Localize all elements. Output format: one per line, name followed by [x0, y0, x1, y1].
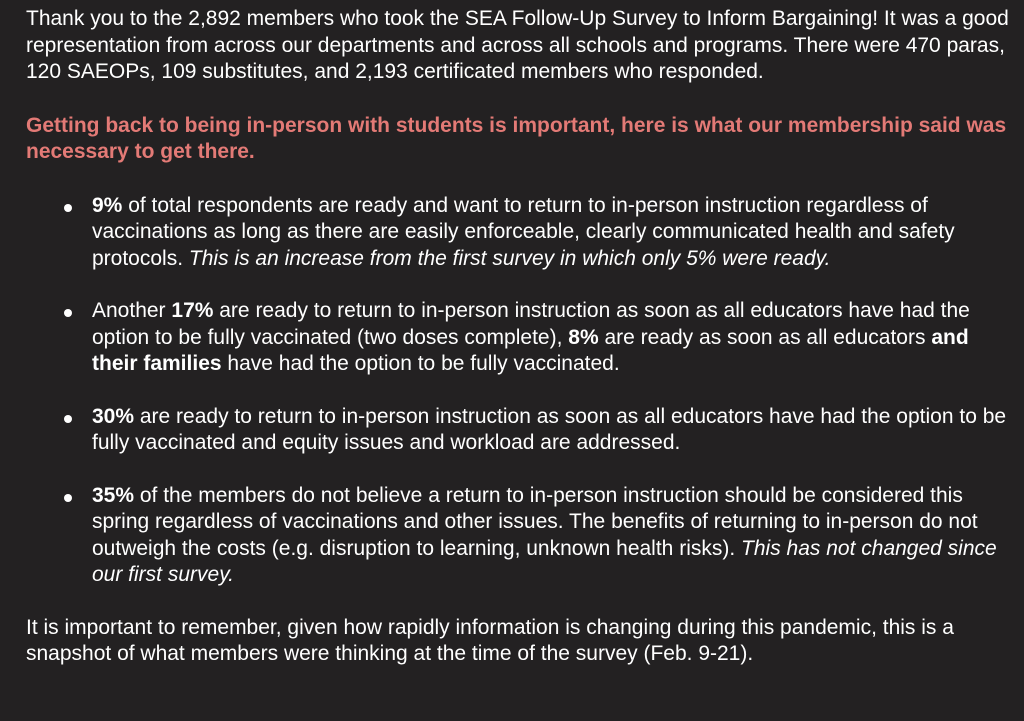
bullet-icon: [64, 494, 72, 502]
bullet-1-text: of total respondents are ready and want to return to in-person instruction regardless of vaccinations as long as there are easily enforceable, clearly communicated health and safety protocols.: [92, 193, 955, 270]
bullet-2-text: are ready to return to in-person instruction as soon as all educators have had the option to be fully vaccinated (two doses complete),: [92, 299, 970, 349]
intro-paragraph: Thank you to the 2,892 members who took the SEA Follow-Up Survey to Inform Bargaining! It was a good representation from across our departments and across all schools and programs. There were 470 paras, 120 SAEOPs, 109 substitutes, and 2,193 certificated members who responded.: [26, 7, 1009, 83]
bullet-icon: [64, 204, 72, 212]
bullet-3-text: are ready to return to in-person instruction as soon as all educators have had the option to be fully vaccinated and equity issues and workload are addressed.: [92, 404, 1007, 454]
results-list: [26, 193, 1016, 589]
percent-35: 35%: [92, 483, 135, 507]
list-item-17-percent: [92, 298, 1016, 378]
percent-9: 9%: [92, 193, 123, 217]
outro-paragraph: It is important to remember, given how rapidly information is changing during this pandemic, this is a snapshot of what members were thinking at the time of the survey (Feb. 9-21).: [26, 615, 954, 665]
bullet-2-emphasis: and their families: [92, 325, 969, 375]
bullet-icon: [64, 415, 72, 423]
list-item-9-percent: [92, 193, 1016, 273]
percent-30: 30%: [92, 404, 135, 428]
highlight-heading: Getting back to being in-person with students is important, here is what our membership said was necessary to get there.: [26, 113, 1007, 163]
bullet-4-text: of the members do not believe a return to in-person instruction should be considered this spring regardless of vaccinations and other issues. The benefits of returning to in-person do not outweigh the costs (e.g. disruption to learning, unknown health risks).: [92, 483, 978, 560]
bullet-2-end: have had the option to be fully vaccinated.: [221, 352, 620, 375]
bullet-2-prefix: Another: [92, 299, 172, 322]
survey-results-text: [26, 6, 1016, 668]
bullet-4-note: This has not changed since our first survey.: [92, 536, 997, 586]
list-item-30-percent: [92, 404, 1016, 457]
list-item-35-percent: [92, 483, 1016, 589]
bullet-2-text-2: are ready as soon as all educators: [598, 325, 932, 349]
percent-17: 17%: [171, 299, 214, 322]
bullet-1-note: This is an increase from the first survey in which only 5% were ready.: [188, 246, 831, 270]
percent-8: 8%: [568, 325, 599, 349]
bullet-icon: [64, 309, 72, 317]
